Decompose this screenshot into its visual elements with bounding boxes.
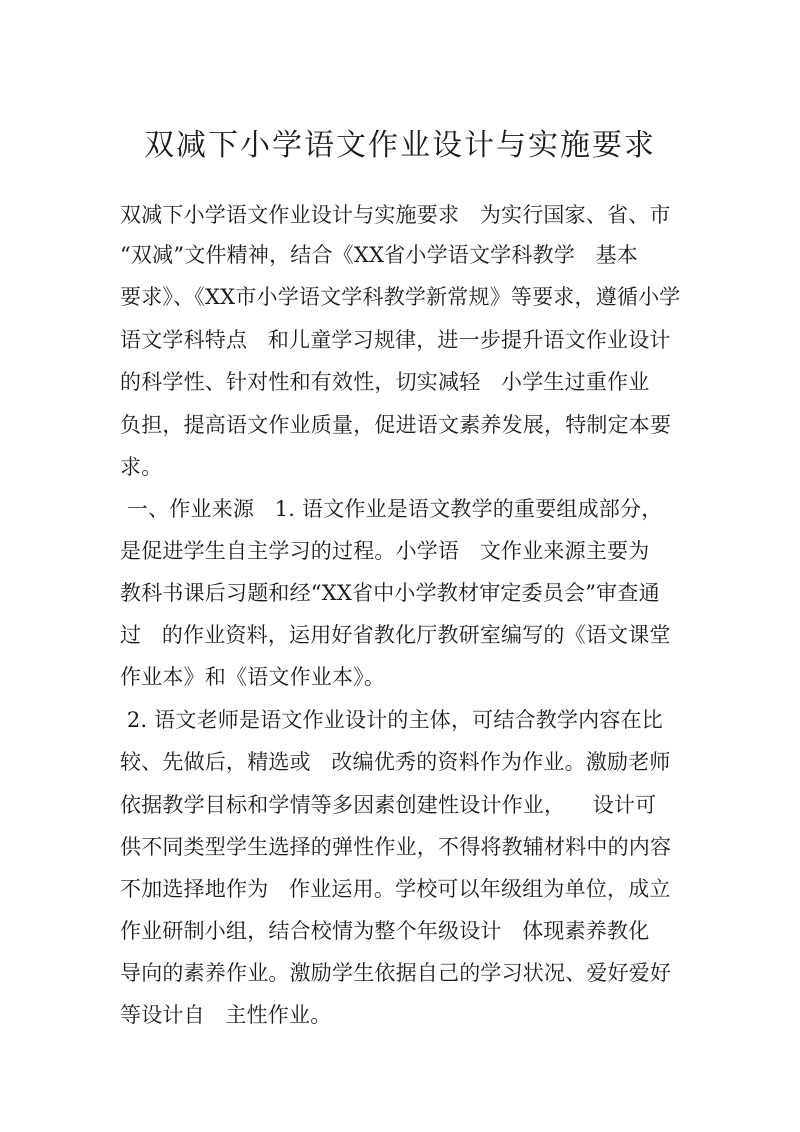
document-title: 双减下小学语文作业设计与实施要求 bbox=[144, 128, 656, 163]
paragraph-line: 较、先做后，精选或 改编优秀的资料作为作业。激励老师 bbox=[120, 750, 671, 774]
section-heading-line: 一、作业来源 1. 语文作业是语文教学的重要组成部分， bbox=[120, 497, 663, 521]
paragraph-line: 求。 bbox=[120, 455, 163, 479]
paragraph-line: 导向的素养作业。激励学生依据自己的学习状况、爱好爱好 bbox=[120, 961, 672, 985]
paragraph-line: 教科书课后习题和经“XX省中小学教材审定委员会”审查通 bbox=[120, 581, 660, 605]
paragraph-line: 过 的作业资料，运用好省教化厅教研室编写的《语文课堂 bbox=[120, 623, 671, 647]
paragraph-line: 负担，提高语文作业质量，促进语文素养发展，特制定本要 bbox=[120, 413, 672, 437]
paragraph-line: 语文学科特点 和儿童学习规律，进一步提升语文作业设计 bbox=[120, 328, 671, 352]
paragraph-line: 要求》、《XX市小学语文学科教学新常规》等要求，遵循小学 bbox=[120, 285, 681, 309]
paragraph-line: 依据教学目标和学情等多因素创建性设计作业， 设计可 bbox=[120, 793, 657, 817]
paragraph-line: 不加选择地作为 作业运用。学校可以年级组为单位，成立 bbox=[120, 877, 671, 901]
paragraph-line: 2. 语文老师是语文作业设计的主体，可结合教学内容在比 bbox=[120, 708, 663, 732]
paragraph-line: 等设计自 主性作业。 bbox=[120, 1003, 332, 1027]
paragraph-line: 双减下小学语文作业设计与实施要求 为实行国家、省、市 bbox=[120, 203, 671, 227]
paragraph-line: 是促进学生自主学习的过程。小学语 文作业来源主要为 bbox=[120, 539, 650, 563]
paragraph-line: “双减”文件精神，结合《XX省小学语文学科教学 基本 bbox=[120, 243, 638, 267]
paragraph-line: 作业本》和《语文作业本》。 bbox=[120, 665, 386, 689]
paragraph-line: 作业研制小组，结合校情为整个年级设计 体现素养教化 bbox=[120, 919, 650, 943]
paragraph-line: 供不同类型学生选择的弹性作业，不得将教辅材料中的内容 bbox=[120, 835, 672, 859]
paragraph-line: 的科学性、针对性和有效性，切实减轻 小学生过重作业 bbox=[120, 370, 650, 394]
